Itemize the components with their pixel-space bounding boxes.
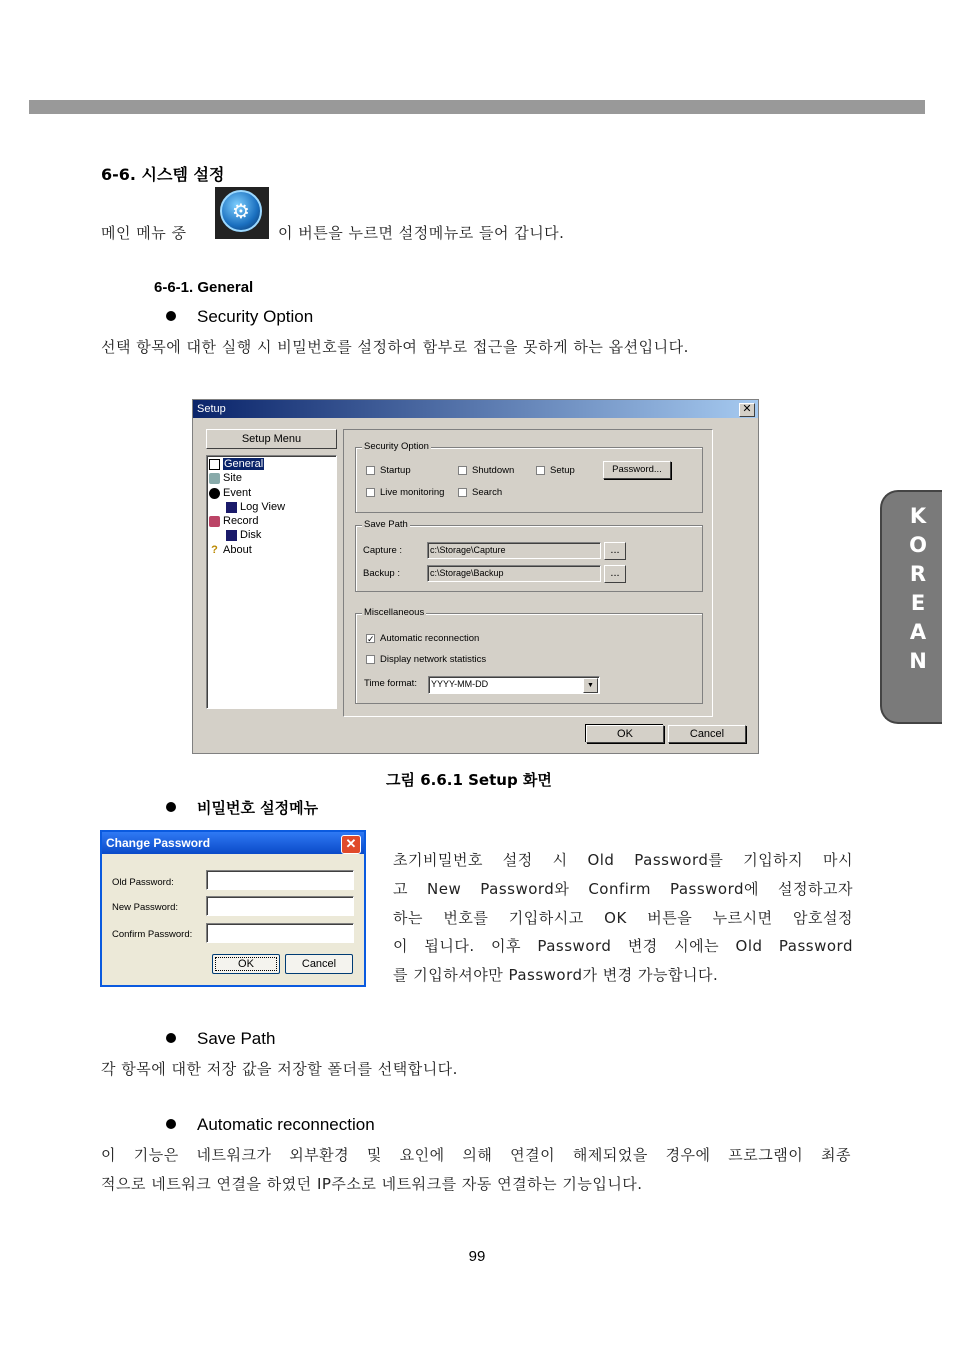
old-password-label: Old Password: [112,877,174,888]
bullet-dot-icon [166,802,176,812]
tree-item-record[interactable]: Record [209,515,258,528]
header-bar [29,100,925,114]
disk-icon [226,502,237,513]
tree-item-general[interactable]: General [209,458,264,471]
intro-text-before: 메인 메뉴 중 [101,224,187,242]
security-description: 선택 항목에 대한 실행 시 비밀번호를 설정하여 함부로 접근을 못하게 하는 옵션입니다. [101,338,689,356]
password-cancel-button[interactable]: Cancel [285,954,353,974]
live-monitoring-checkbox[interactable]: Live monitoring [366,487,444,498]
figure-caption: 그림 6.6.1 Setup 화면 [386,771,552,789]
password-desc-line: 고 New Password와 Confirm Password에 설정하고자 [393,879,853,898]
network-stats-checkbox[interactable]: Display network statistics [366,654,486,665]
bullet-security-option: Security Option [166,307,313,327]
confirm-password-label: Confirm Password: [112,929,193,940]
page-number: 99 [468,1248,486,1265]
setup-ok-button[interactable]: OK [586,725,664,743]
bullet-save-path: Save Path [166,1029,275,1049]
capture-path-field[interactable]: c:\Storage\Capture [427,542,601,559]
startup-checkbox[interactable]: Startup [366,465,411,476]
computer-icon [209,473,220,484]
window-icon [209,459,220,470]
bullet-dot-icon [166,311,176,321]
time-format-select[interactable]: YYYY-MM-DD ▼ [428,676,600,694]
search-checkbox[interactable]: Search [458,487,502,498]
tree-item-event[interactable]: Event [209,487,251,500]
security-option-group [355,441,703,513]
tree-item-disk[interactable]: Disk [226,529,261,542]
password-description [393,846,853,990]
shutdown-checkbox[interactable]: Shutdown [458,465,514,476]
backup-label: Backup : [363,568,400,579]
bullet-dot-icon [166,1119,176,1129]
backup-path-field[interactable]: c:\Storage\Backup [427,565,601,582]
setup-titlebar [193,400,758,418]
setup-dialog [192,399,759,754]
tree-item-log-view[interactable]: Log View [226,501,285,514]
old-password-field[interactable] [206,870,354,890]
security-group-label: Security Option [364,441,429,452]
password-desc-line: 이 됩니다. 이후 Password 변경 시에는 Old Password [393,937,853,956]
language-side-tab-text: K O R E A N [909,504,927,673]
setup-checkbox[interactable]: Setup [536,465,575,476]
tree-item-about[interactable]: ? About [209,544,252,557]
setup-close-button[interactable]: ✕ [739,403,755,417]
setup-menu-header: Setup Menu [206,429,337,449]
tree-item-site[interactable]: Site [209,472,242,485]
capture-browse-button[interactable]: ... [604,542,626,560]
new-password-label: New Password: [112,902,178,913]
password-ok-button[interactable]: OK [212,954,280,974]
setup-menu-tree[interactable] [206,455,337,709]
record-icon [209,516,220,527]
password-desc-line: 를 기입하셔야만 Password가 변경 가능합니다. [393,966,719,985]
chevron-down-icon[interactable]: ▼ [583,678,598,693]
auto-reconnect-checkbox[interactable]: ✓ Automatic reconnection [367,633,480,644]
section-heading: 6-6. 시스템 설정 [101,165,225,184]
intro-text-after: 이 버튼을 누르면 설정메뉴로 들어 갑니다. [278,224,565,242]
tools-icon: ⚙ [215,187,269,239]
disk-icon [226,530,237,541]
confirm-password-field[interactable] [206,923,354,943]
change-password-title: Change Password [106,836,211,850]
subsection-heading: 6-6-1. General [154,279,254,296]
bullet-auto-reconnect: Automatic reconnection [166,1115,375,1135]
bomb-icon [209,488,220,499]
auto-reconnect-desc-line1: 이 기능은 네트워크가 외부환경 및 요인에 의해 연결이 해제되었을 경우에 프로그램이 최종 [101,1146,851,1164]
save-path-description: 각 항목에 대한 저장 값을 저장할 폴더를 선택합니다. [101,1060,458,1078]
setup-title: Setup [197,403,226,415]
password-desc-line: 초기비밀번호 설정 시 Old Password를 기입하지 마시 [393,851,853,869]
password-desc-line: 하는 번호를 기입하시고 OK 버튼을 누르시면 암호설정 [393,908,853,927]
change-password-titlebar [102,832,364,854]
time-format-label: Time format: [364,678,417,689]
save-path-group [355,519,703,592]
setup-cancel-button[interactable]: Cancel [668,725,746,743]
bullet-password-menu: 비밀번호 설정메뉴 [166,797,318,818]
save-path-group-label: Save Path [364,519,408,530]
capture-label: Capture : [363,545,403,556]
password-button[interactable]: Password... [603,461,671,479]
change-password-dialog [100,830,366,987]
misc-group-label: Miscellaneous [364,607,425,618]
new-password-field[interactable] [206,896,354,916]
backup-browse-button[interactable]: ... [604,565,626,583]
bullet-dot-icon [166,1033,176,1043]
change-password-close-button[interactable]: ✕ [341,835,361,854]
question-icon: ? [211,543,218,556]
auto-reconnect-desc-line2: 적으로 네트워크 연결을 하였던 IP주소로 네트워크를 자동 연결하는 기능입니다. [101,1175,643,1193]
miscellaneous-group [355,607,703,704]
